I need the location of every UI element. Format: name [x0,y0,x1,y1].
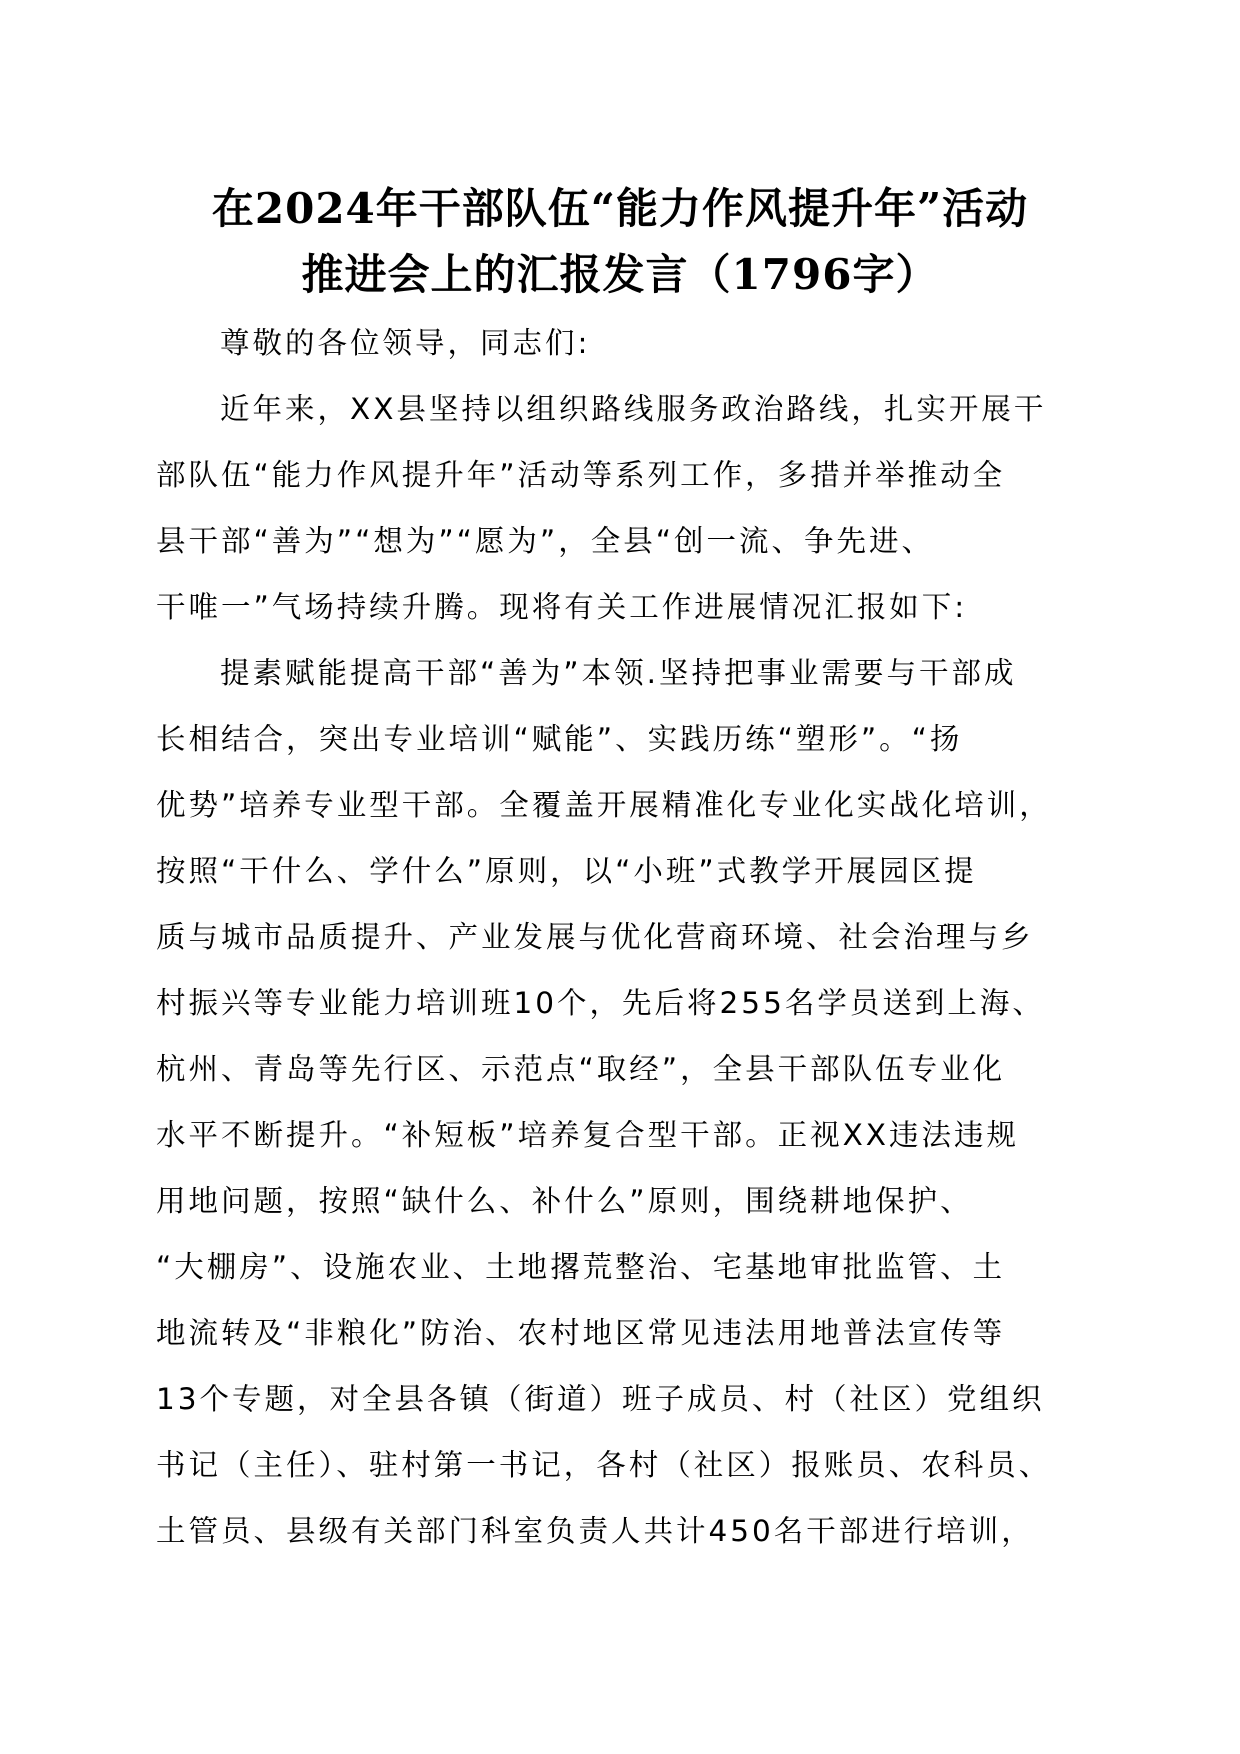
document-title-line-2: 推进会上的汇报发言（1796字） [301,250,939,299]
paragraph-line: 水平不断提升。“补短板”培养复合型干部。正视XX违法违规 [156,1118,1019,1152]
paragraph-line: 干唯一”气场持续升腾。现将有关工作进展情况汇报如下: [156,590,968,624]
paragraph-line: 按照“干什么、学什么”原则，以“小班”式教学开展园区提 [156,854,977,888]
paragraph-line: 13个专题，对全县各镇（街道）班子成员、村（社区）党组织 [156,1382,1045,1416]
paragraph-line: “大棚房”、设施农业、土地撂荒整治、宅基地审批监管、土 [156,1250,1006,1284]
paragraph-line: 书记（主任）、驻村第一书记，各村（社区）报账员、农科员、 [156,1448,1052,1482]
paragraph-line: 质与城市品质提升、产业发展与优化营商环境、社会治理与乡 [156,920,1034,954]
salutation: 尊敬的各位领导，同志们: [220,326,591,360]
paragraph-line: 近年来，XX县坚持以组织路线服务政治路线，扎实开展干 [220,392,1047,426]
paragraph-line: 村振兴等专业能力培训班10个，先后将255名学员送到上海、 [156,986,1045,1020]
paragraph-line: 优势”培养专业型干部。全覆盖开展精准化专业化实战化培训， [156,788,1052,822]
paragraph-line: 地流转及“非粮化”防治、农村地区常见违法用地普法宣传等 [156,1316,1006,1350]
paragraph-line: 用地问题，按照“缺什么、补什么”原则，围绕耕地保护、 [156,1184,973,1218]
document-body [156,310,1086,1564]
paragraph-line: 杭州、青岛等先行区、示范点“取经”，全县干部队伍专业化 [156,1052,1006,1086]
paragraph-line: 县干部“善为”“想为”“愿为”，全县“创一流、争先进、 [156,524,934,558]
paragraph-line: 部队伍“能力作风提升年”活动等系列工作，多措并举推动全 [156,458,1006,492]
paragraph-line: 长相结合，突出专业培训“赋能”、实践历练“塑形”。“扬 [156,722,963,756]
document-title-line-1: 在2024年干部队伍“能力作风提升年”活动 [211,184,1029,233]
paragraph-line: 土管员、县级有关部门科室负责人共计450名干部进行培训， [156,1514,1034,1548]
paragraph-line: 提素赋能提高干部“善为”本领.坚持把事业需要与干部成 [220,656,1017,690]
